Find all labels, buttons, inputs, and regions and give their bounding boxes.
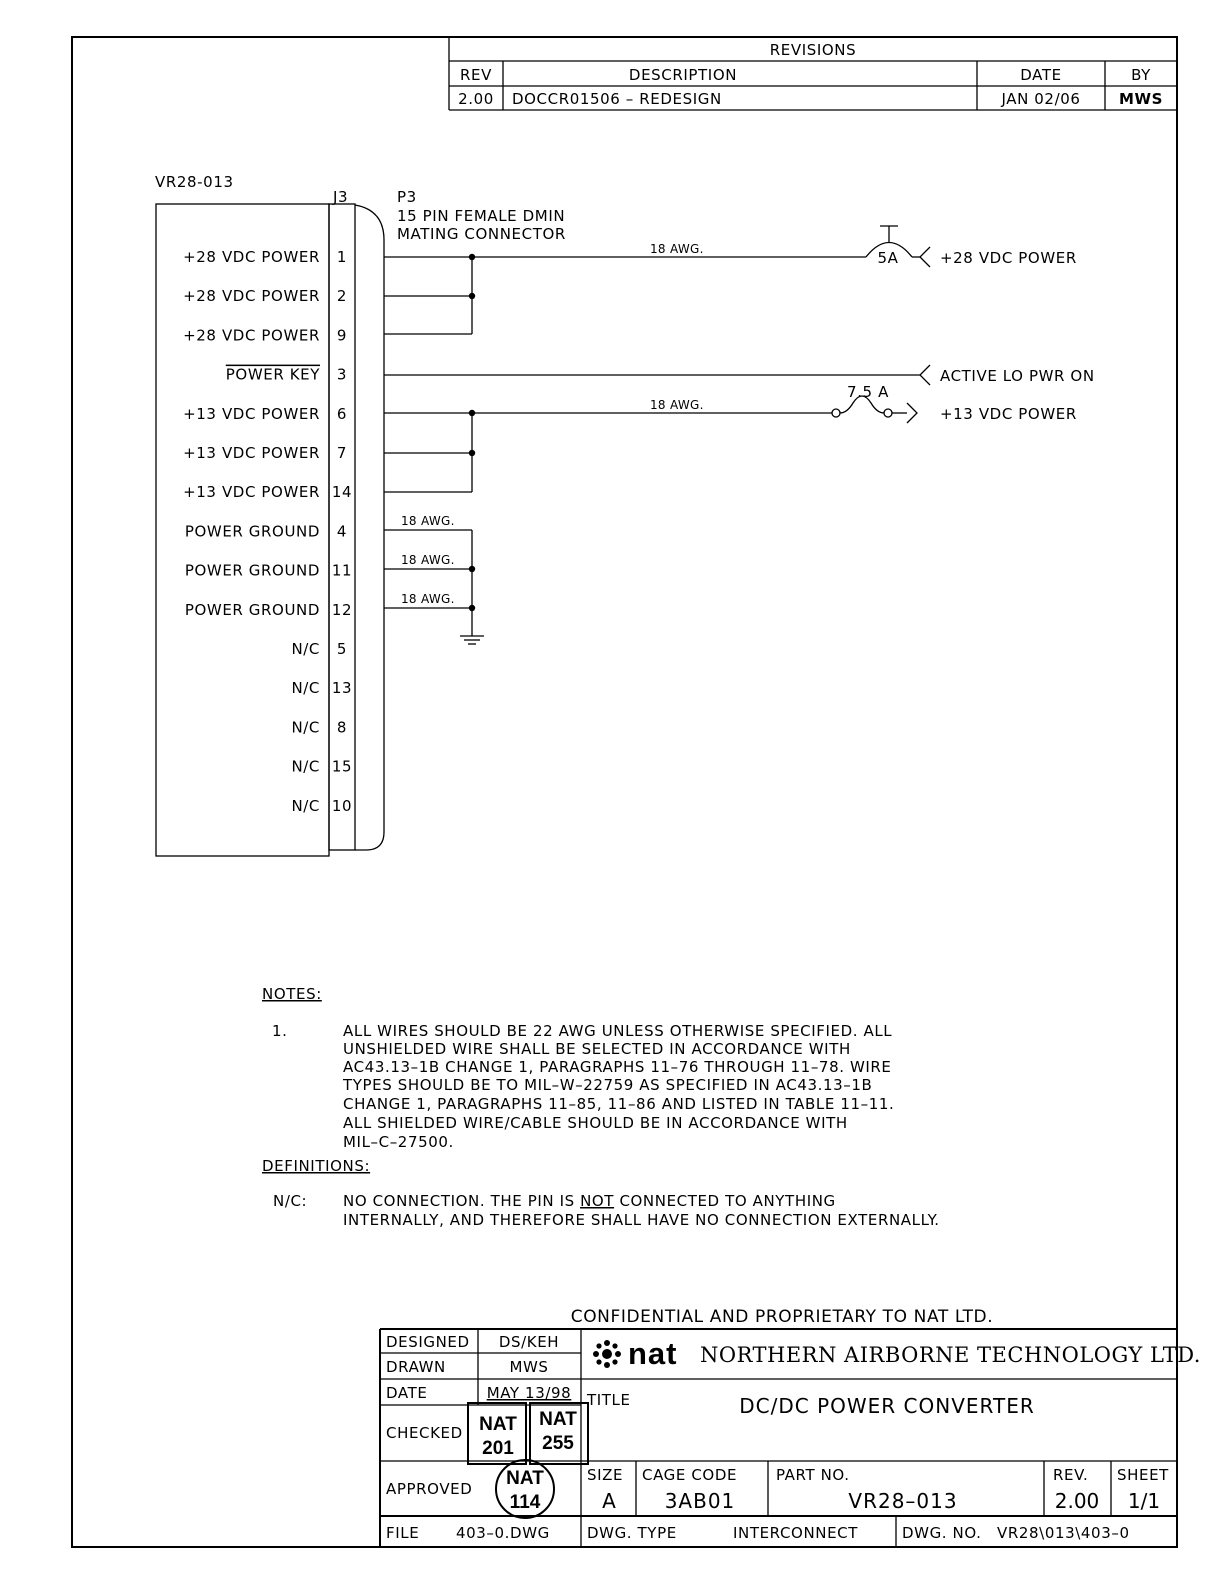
connector-arrow-key xyxy=(920,365,930,385)
description-header: DESCRIPTION xyxy=(628,66,738,84)
confidential-notice: CONFIDENTIAL AND PROPRIETARY TO NAT LTD. xyxy=(570,1307,994,1327)
pin-number: 5 xyxy=(336,640,348,658)
fuse-terminal-left xyxy=(832,409,840,417)
note-number: 1. xyxy=(272,1022,288,1040)
file-value: 403–0.DWG xyxy=(456,1524,550,1542)
pin-number: 12 xyxy=(331,600,353,619)
net-ground xyxy=(384,514,484,644)
pin-number: 1 xyxy=(336,248,348,266)
output-power-key: ACTIVE LO PWR ON xyxy=(940,367,1095,385)
pin-number: 15 xyxy=(331,757,353,776)
definitions-heading: DEFINITIONS: xyxy=(262,1157,371,1175)
pin-number: 2 xyxy=(336,287,348,306)
checked-stamp-201 xyxy=(468,1403,526,1464)
pin-number: 10 xyxy=(331,796,353,815)
pin-label: N/C xyxy=(291,718,320,737)
pin-label: POWER KEY xyxy=(225,365,320,384)
pin-number: 4 xyxy=(336,522,348,541)
dwg-no-label: DWG. NO. xyxy=(902,1524,982,1542)
pin-label: N/C xyxy=(291,679,320,698)
title-label: TITLE xyxy=(587,1391,631,1409)
svg-text:255: 255 xyxy=(542,1433,574,1454)
dwg-no-value: VR28\013\403–0 xyxy=(997,1524,1130,1542)
pin-label: +13 VDC POWER xyxy=(183,483,320,502)
note-line: ALL WIRES SHOULD BE 22 AWG UNLESS OTHERWISE SPECIFIED. ALL xyxy=(343,1022,893,1040)
company-name: NORTHERN AIRBORNE TECHNOLOGY LTD. xyxy=(700,1343,1201,1367)
checked-stamp-255 xyxy=(530,1403,588,1464)
note-line: ALL SHIELDED WIRE/CABLE SHOULD BE IN ACCORDANCE WITH xyxy=(343,1114,848,1132)
pin-label: +13 VDC POWER xyxy=(183,404,320,423)
file-label: FILE xyxy=(386,1524,420,1542)
sheet-value: 1/1 xyxy=(1127,1489,1161,1513)
pin-number: 8 xyxy=(336,718,348,737)
rev-value: 2.00 xyxy=(1054,1489,1100,1513)
designed-label: DESIGNED xyxy=(386,1333,470,1351)
pin-number: 3 xyxy=(336,365,348,384)
mating-connector-desc-1: 15 PIN FEMALE DMIN xyxy=(397,207,566,225)
device-name: VR28-013 xyxy=(155,173,234,191)
pin-number: 11 xyxy=(331,561,353,580)
revisions-title: REVISIONS xyxy=(769,41,857,59)
svg-text:NAT: NAT xyxy=(506,1468,544,1489)
cage-code-value: 3AB01 xyxy=(664,1489,736,1513)
pin-label: +28 VDC POWER xyxy=(183,287,320,306)
part-no-value: VR28–013 xyxy=(848,1489,958,1513)
connector-arrow-28v xyxy=(920,247,930,267)
net-power-key xyxy=(384,365,1095,385)
net-13v xyxy=(384,383,1077,492)
wire-label-gnd-3: 18 AWG. xyxy=(401,592,455,606)
size-label: SIZE xyxy=(587,1466,624,1484)
wire-label-gnd-2: 18 AWG. xyxy=(401,553,455,567)
designed-value: DS/KEH xyxy=(498,1333,560,1351)
sheet-label: SHEET xyxy=(1117,1466,1169,1484)
note-line: CHANGE 1, PARAGRAPHS 11–85, 11–86 AND LISTED IN TABLE 11–11. xyxy=(343,1095,895,1113)
note-line: UNSHIELDED WIRE SHALL BE SELECTED IN ACCORDANCE WITH xyxy=(343,1040,851,1058)
pin-label: N/C xyxy=(291,757,320,776)
definition-term: N/C: xyxy=(273,1192,308,1210)
revisions-table xyxy=(449,37,1177,110)
drawn-value: MWS xyxy=(509,1358,549,1376)
drawn-label: DRAWN xyxy=(386,1358,446,1376)
mating-connector-desc-2: MATING CONNECTOR xyxy=(397,225,566,243)
pin-number: 13 xyxy=(331,679,353,698)
pin-number: 6 xyxy=(336,404,348,423)
dwg-type-label: DWG. TYPE xyxy=(587,1524,677,1542)
svg-text:201: 201 xyxy=(482,1438,514,1459)
pin-label: +28 VDC POWER xyxy=(183,326,320,345)
breaker-rating: 5A xyxy=(877,249,899,267)
pin-label: +28 VDC POWER xyxy=(183,248,320,266)
pin-number: 7 xyxy=(336,444,348,462)
dwg-type-value: INTERCONNECT xyxy=(733,1524,858,1542)
date-label: DATE xyxy=(386,1384,428,1402)
notes-heading: NOTES: xyxy=(262,985,322,1003)
rev-label: REV. xyxy=(1053,1466,1089,1484)
revision-by: MWS xyxy=(1118,90,1164,108)
size-value: A xyxy=(602,1489,616,1513)
approved-stamp-114 xyxy=(496,1460,554,1518)
svg-text:114: 114 xyxy=(509,1492,541,1513)
device-connector-ref: J3 xyxy=(333,188,349,206)
part-no-label: PART NO. xyxy=(776,1466,850,1484)
output-13v: +13 VDC POWER xyxy=(940,405,1077,423)
pin-label: POWER GROUND xyxy=(184,600,320,619)
pin-label: POWER GROUND xyxy=(184,561,320,580)
note-line: MIL–C–27500. xyxy=(343,1133,454,1151)
title-block xyxy=(380,1307,1201,1547)
date-value: MAY 13/98 xyxy=(486,1384,572,1402)
by-header: BY xyxy=(1131,66,1151,84)
pin-number: 14 xyxy=(331,483,353,502)
definition-line-2: INTERNALLY, AND THEREFORE SHALL HAVE NO CONNECTION EXTERNALLY. xyxy=(343,1211,940,1229)
note-line: AC43.13–1B CHANGE 1, PARAGRAPHS 11–76 THROUGH 11–78. WIRE xyxy=(343,1058,892,1076)
output-28v: +28 VDC POWER xyxy=(940,249,1077,267)
connector-arrow-13v xyxy=(907,403,917,423)
pin-label: N/C xyxy=(291,640,320,658)
pin-list xyxy=(183,248,352,815)
wire-label-13v: 18 AWG. xyxy=(650,398,704,412)
fuse-terminal-right xyxy=(884,409,892,417)
approved-label: APPROVED xyxy=(386,1480,473,1498)
revision-description: DOCCR01506 – REDESIGN xyxy=(512,90,722,108)
logo-wordmark: nat xyxy=(628,1336,678,1371)
interconnect-schematic xyxy=(155,173,1095,856)
rev-header: REV xyxy=(460,66,492,84)
wire-label-28v: 18 AWG. xyxy=(650,242,704,256)
date-header: DATE xyxy=(1020,66,1062,84)
nat-logo xyxy=(593,1336,678,1371)
definition-line-1: NO CONNECTION. THE PIN IS NOT CONNECTED TO ANYTHING xyxy=(343,1192,836,1210)
note-line: TYPES SHOULD BE TO MIL–W–22759 AS SPECIFIED IN AC43.13–1B xyxy=(343,1076,873,1094)
wire-label-gnd-1: 18 AWG. xyxy=(401,514,455,528)
drawing-title: DC/DC POWER CONVERTER xyxy=(739,1394,1035,1418)
notes-section xyxy=(262,985,940,1229)
pin-label: POWER GROUND xyxy=(184,522,320,541)
cage-code-label: CAGE CODE xyxy=(642,1466,738,1484)
checked-label: CHECKED xyxy=(386,1424,463,1442)
connector-p3-outline xyxy=(355,205,384,850)
pin-label: N/C xyxy=(291,796,320,815)
revision-date: JAN 02/06 xyxy=(1001,90,1081,108)
pin-number: 9 xyxy=(336,326,348,345)
mating-connector-ref: P3 xyxy=(397,188,417,206)
fuse-rating: 7.5 A xyxy=(847,383,889,401)
svg-text:NAT: NAT xyxy=(539,1409,577,1430)
revision-rev: 2.00 xyxy=(458,90,494,108)
svg-text:NAT: NAT xyxy=(479,1414,517,1435)
pin-label: +13 VDC POWER xyxy=(183,444,320,462)
